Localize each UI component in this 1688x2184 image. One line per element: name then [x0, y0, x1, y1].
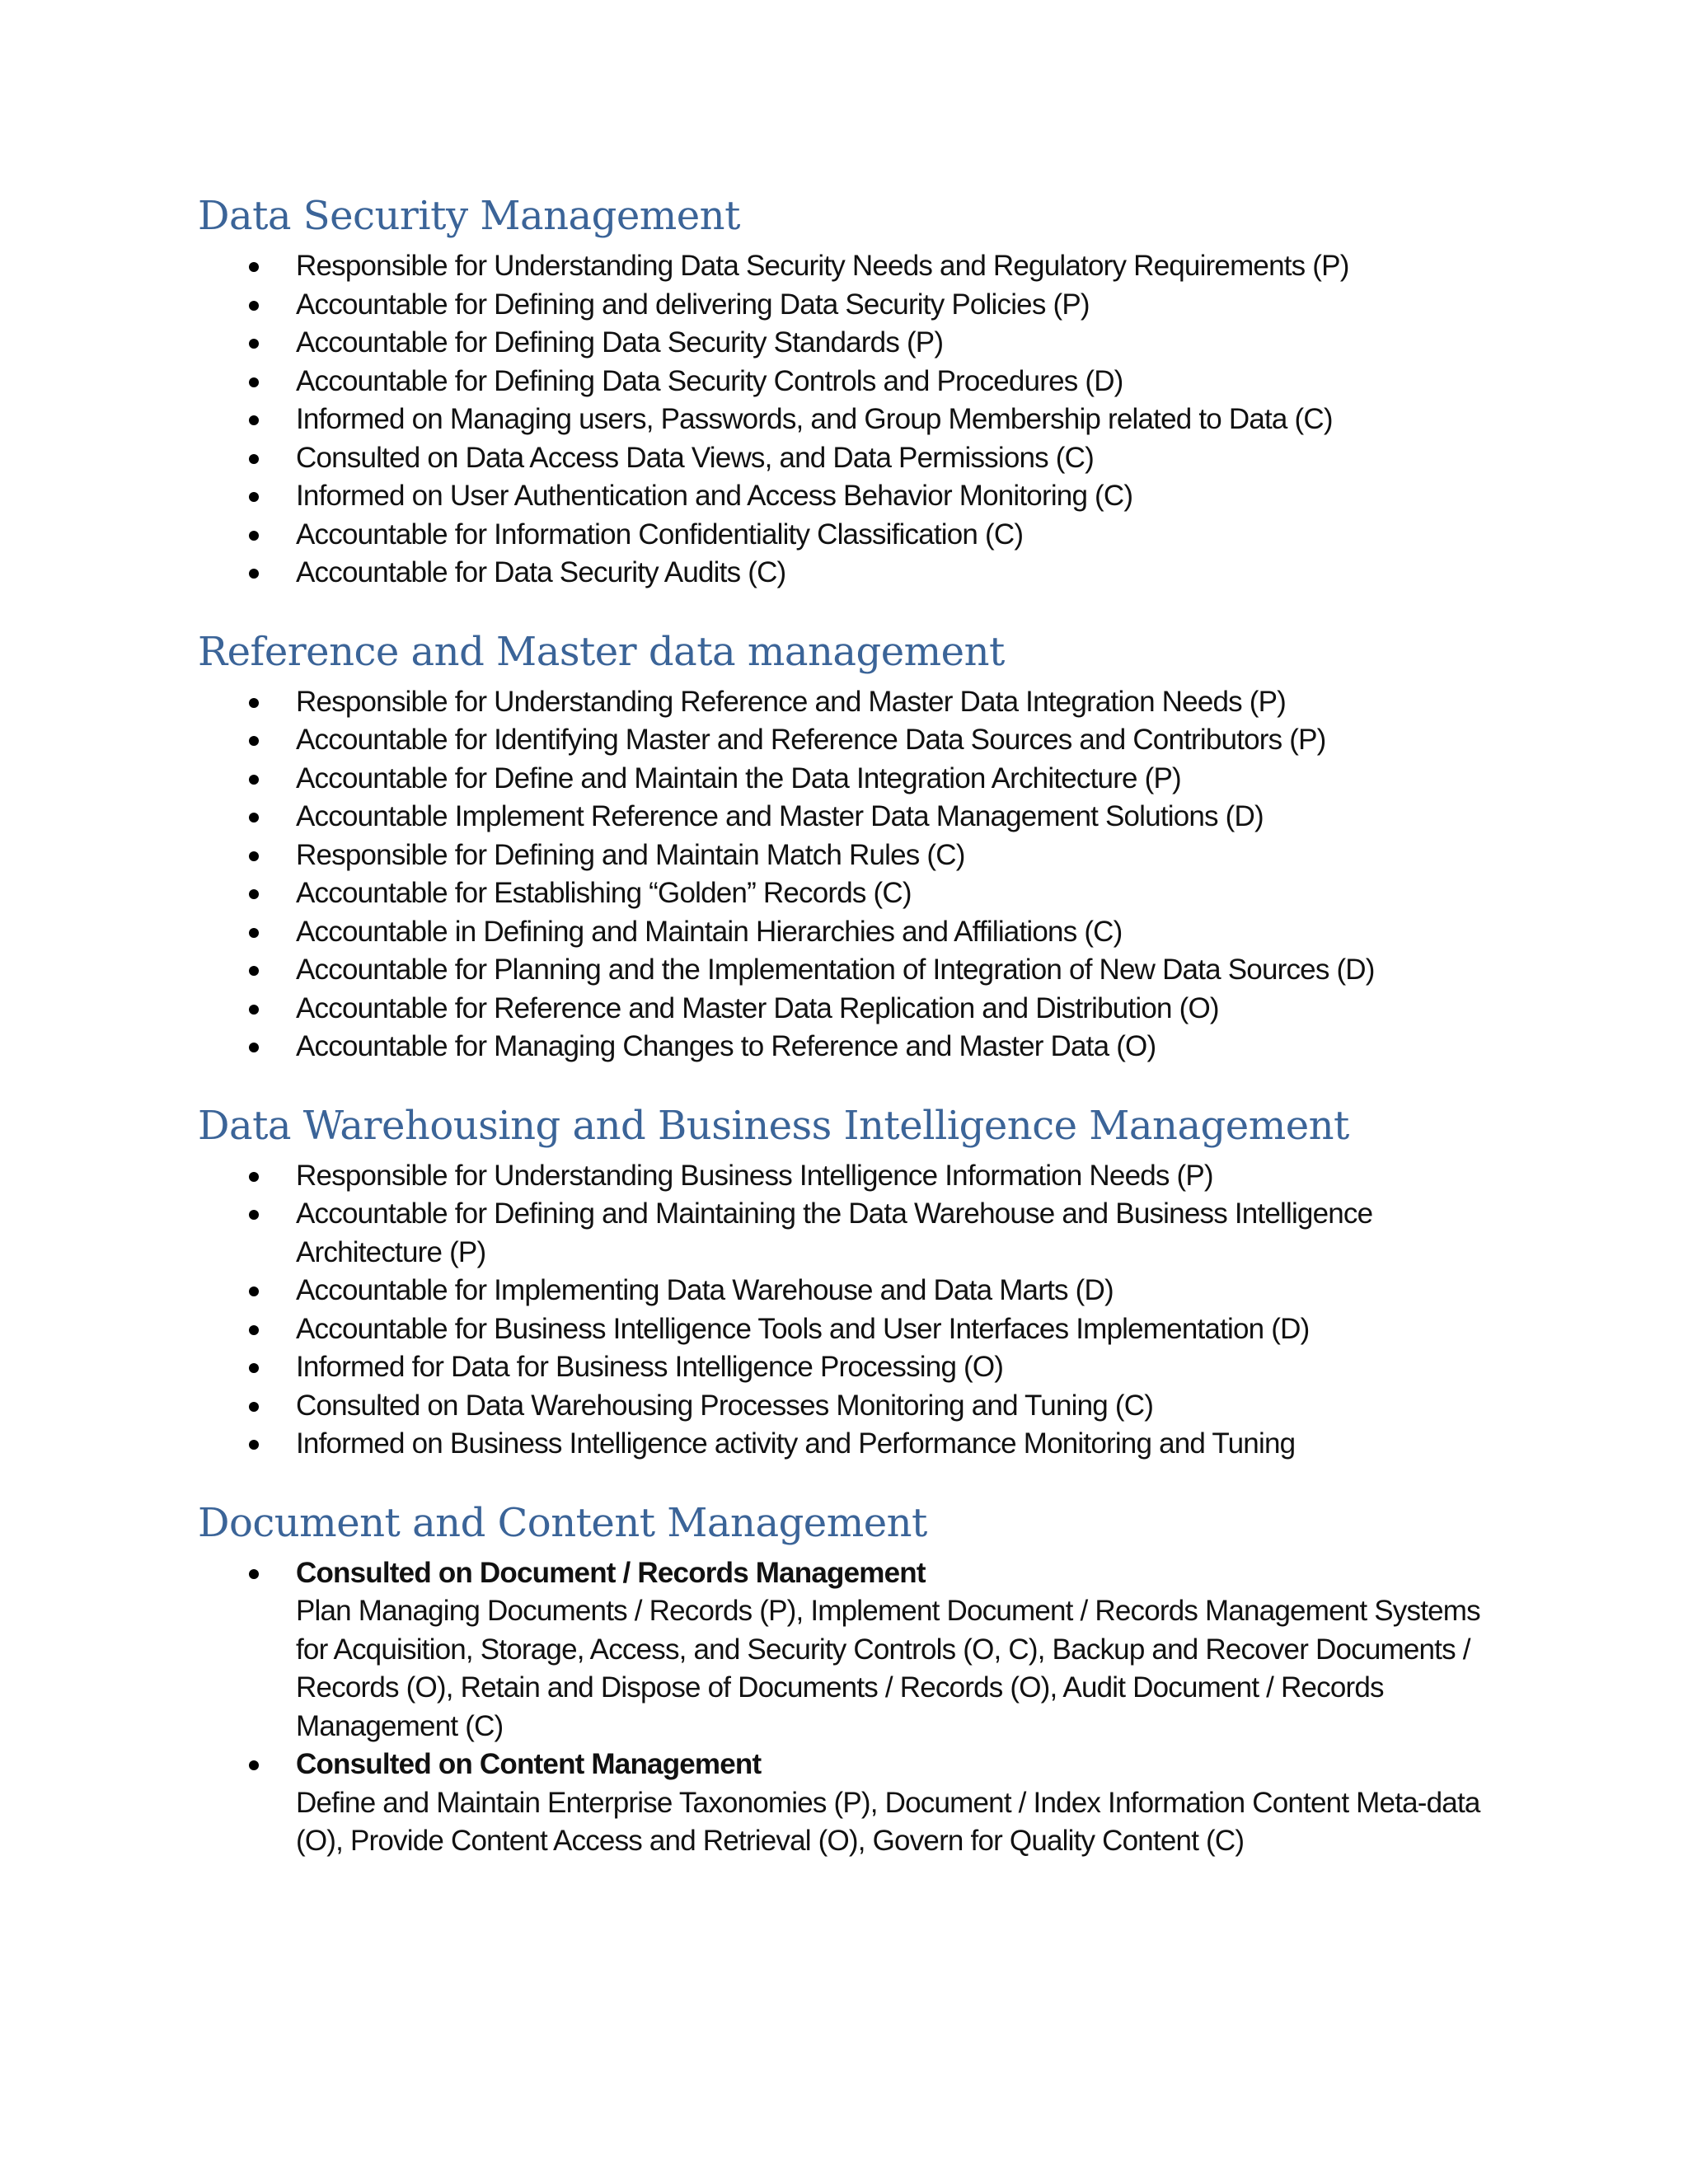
bullet-icon [249, 1569, 259, 1579]
bullet-icon [249, 301, 259, 311]
bullet-list [198, 683, 1500, 1066]
bullet-icon [249, 966, 259, 976]
list-item-body: Plan Managing Documents / Records (P), Implement Document / Records Management Systems for Acquisition, Storage, Access, and Security Controls (O, C), Backup and Recover Documents / Records (O), Retain and Dispose of Documents / Records (O), Audit Document / Records Management (C) [296, 1595, 1480, 1742]
list-item-text: Informed on Business Intelligence activity and Performance Monitoring and Tuning [296, 1427, 1296, 1460]
list-item-body: Define and Maintain Enterprise Taxonomies (P), Document / Index Information Content Meta-data (O), Provide Content Access and Retrieval (O), Govern for Quality Content (C) [296, 1786, 1480, 1857]
list-item-text: Accountable for Planning and the Implementation of Integration of New Data Sources (D) [296, 954, 1375, 986]
list-item [198, 1746, 1500, 1861]
bullet-icon [249, 851, 259, 861]
bullet-icon [249, 1440, 259, 1450]
list-item-text: Responsible for Understanding Data Security Needs and Regulatory Requirements (P) [296, 250, 1349, 282]
list-item [198, 324, 1500, 363]
list-item [198, 837, 1500, 875]
bullet-icon [249, 736, 259, 746]
bullet-icon [249, 1760, 259, 1770]
list-item-title: Consulted on Document / Records Management [296, 1556, 926, 1589]
list-item-text: Accountable for Managing Changes to Reference and Master Data (O) [296, 1030, 1156, 1062]
section-data-warehousing-bi [198, 1099, 1500, 1464]
list-item-text: Consulted on Data Access Data Views, and Data Permissions (C) [296, 441, 1094, 474]
bullet-icon [249, 1402, 259, 1412]
list-item [198, 951, 1500, 990]
document-page [198, 190, 1500, 1894]
list-item [198, 1195, 1500, 1272]
bullet-icon [249, 698, 259, 708]
list-item [198, 554, 1500, 593]
list-item-text: Informed for Data for Business Intelligence Processing (O) [296, 1351, 1004, 1383]
list-item [198, 990, 1500, 1029]
list-item [198, 1425, 1500, 1464]
bullet-icon [249, 569, 259, 579]
list-item [198, 721, 1500, 760]
list-item-text: Accountable for Business Intelligence Tools and User Interfaces Implementation (D) [296, 1312, 1310, 1345]
list-item [198, 1272, 1500, 1310]
list-item [198, 363, 1500, 401]
list-item-text: Accountable for Defining and Maintaining the Data Warehouse and Business Intelligence Architecture (P) [296, 1197, 1373, 1268]
list-item-text: Accountable for Defining and delivering Data Security Policies (P) [296, 288, 1090, 321]
list-item-text: Accountable for Define and Maintain the Data Integration Architecture (P) [296, 762, 1181, 794]
list-item-text: Accountable for Defining Data Security Controls and Procedures (D) [296, 364, 1123, 397]
bullet-icon [249, 1172, 259, 1182]
bullet-icon [249, 1325, 259, 1335]
list-item [198, 439, 1500, 478]
list-item [198, 874, 1500, 913]
bullet-icon [249, 1043, 259, 1052]
list-item-text: Accountable for Identifying Master and Reference Data Sources and Contributors (P) [296, 724, 1326, 756]
list-item [198, 477, 1500, 516]
bullet-icon [249, 454, 259, 464]
section-document-content-management [198, 1497, 1500, 1861]
list-item-text: Accountable for Establishing “Golden” Records (C) [296, 877, 912, 909]
list-item [198, 1387, 1500, 1426]
bullet-icon [249, 928, 259, 938]
list-item-text: Informed on Managing users, Passwords, and Group Membership related to Data (C) [296, 403, 1333, 435]
list-item [198, 683, 1500, 722]
list-item [198, 1310, 1500, 1349]
list-item [198, 760, 1500, 799]
list-item-text: Responsible for Understanding Business Intelligence Information Needs (P) [296, 1159, 1213, 1192]
bullet-icon [249, 889, 259, 899]
list-item [198, 286, 1500, 325]
list-item [198, 1157, 1500, 1196]
list-item-text: Accountable Implement Reference and Master Data Management Solutions (D) [296, 800, 1264, 832]
list-item-text: Consulted on Data Warehousing Processes Monitoring and Tuning (C) [296, 1389, 1154, 1422]
list-item-text: Accountable for Information Confidentiality Classification (C) [296, 518, 1024, 551]
bullet-icon [249, 377, 259, 387]
list-item-text: Responsible for Understanding Reference and Master Data Integration Needs (P) [296, 685, 1287, 718]
list-item [198, 1348, 1500, 1387]
list-item-text: Accountable for Data Security Audits (C) [296, 556, 786, 588]
list-item-text: Accountable for Reference and Master Data Replication and Distribution (O) [296, 991, 1219, 1024]
bullet-list [198, 1554, 1500, 1861]
bullet-icon [249, 492, 259, 502]
list-item-text: Informed on User Authentication and Access Behavior Monitoring (C) [296, 480, 1133, 512]
list-item [198, 1554, 1500, 1746]
list-item [198, 1028, 1500, 1066]
bullet-list [198, 247, 1500, 593]
list-item [198, 401, 1500, 439]
list-item-text: Accountable in Defining and Maintain Hierarchies and Affiliations (C) [296, 915, 1123, 948]
section-reference-master-data [198, 626, 1500, 1066]
section-heading: Data Security Management [198, 193, 740, 239]
list-item-title: Consulted on Content Management [296, 1748, 762, 1780]
list-item [198, 798, 1500, 837]
bullet-icon [249, 1363, 259, 1373]
section-data-security-management [198, 190, 1500, 593]
bullet-icon [249, 262, 259, 272]
bullet-icon [249, 813, 259, 823]
section-heading: Reference and Master data management [198, 628, 1005, 675]
list-item-text: Accountable for Implementing Data Warehouse and Data Marts (D) [296, 1274, 1114, 1306]
list-item-text: Accountable for Defining Data Security Standards (P) [296, 326, 944, 359]
bullet-icon [249, 339, 259, 349]
bullet-icon [249, 1210, 259, 1220]
bullet-icon [249, 531, 259, 541]
bullet-icon [249, 1286, 259, 1296]
section-heading: Data Warehousing and Business Intelligence Management [198, 1102, 1349, 1149]
list-item-text: Responsible for Defining and Maintain Match Rules (C) [296, 838, 965, 871]
bullet-icon [249, 415, 259, 425]
list-item [198, 913, 1500, 952]
section-heading: Document and Content Management [198, 1499, 927, 1546]
bullet-icon [249, 1005, 259, 1015]
list-item [198, 247, 1500, 286]
list-item [198, 516, 1500, 555]
bullet-icon [249, 775, 259, 785]
bullet-list [198, 1157, 1500, 1464]
